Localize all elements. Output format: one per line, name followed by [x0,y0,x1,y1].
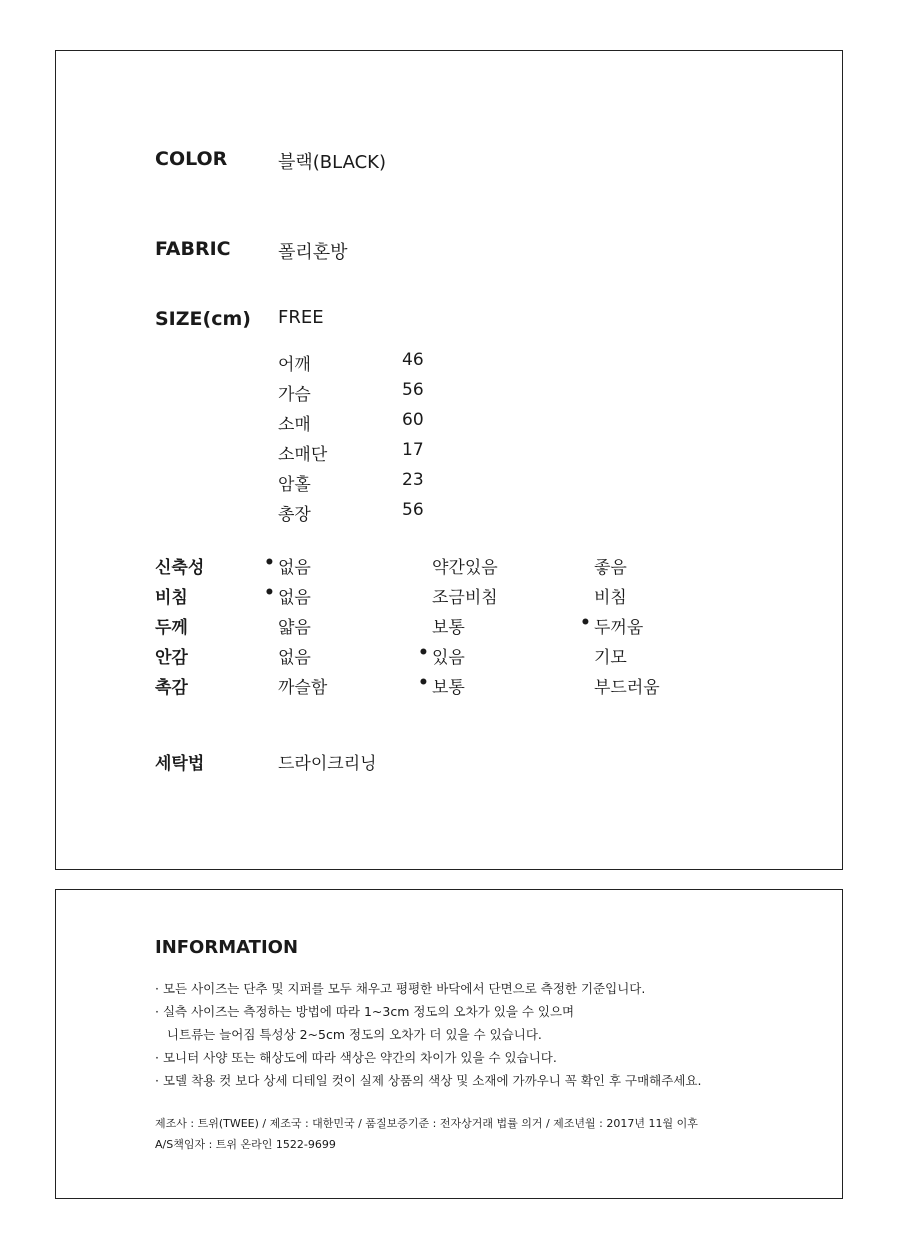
information-panel [55,889,843,1199]
measurement-name: 소매 [278,415,311,435]
attr-label-elasticity: 신축성 [155,558,205,578]
attr-option: 약간있음 [432,558,498,578]
attr-option: 까슬함 [278,678,328,698]
info-bullet: 니트류는 늘어짐 특성상 2~5cm 정도의 오차가 더 있을 수 있습니다. [155,1027,542,1042]
attr-option: 조금비침 [432,588,498,608]
size-label: SIZE(cm) [155,308,251,330]
measurement-name: 어깨 [278,355,311,375]
info-bullet: · 실측 사이즈는 측정하는 방법에 따라 1~3cm 정도의 오차가 있을 수 있으며 [155,1004,575,1019]
attr-option: • 있음 [432,643,465,668]
measurement-name: 총장 [278,505,311,525]
info-bullet: · 모든 사이즈는 단추 및 지퍼를 모두 채우고 평평한 바닥에서 단면으로 측정한 기준입니다. [155,981,646,996]
attr-option: 비침 [594,588,627,608]
color-label: COLOR [155,148,228,170]
measurement-value: 17 [402,440,424,460]
attr-option: 좋음 [594,558,627,578]
size-value: FREE [278,307,324,328]
measurement-value: 56 [402,500,424,520]
attr-option: • 두꺼움 [594,613,643,638]
attr-option: • 보통 [432,673,465,698]
attr-option: 기모 [594,648,627,668]
attr-option: • 없음 [278,583,311,608]
fabric-value: 폴리혼방 [278,242,348,263]
attr-label-thickness: 두께 [155,618,188,638]
color-value: 블랙(BLACK) [278,152,386,173]
attr-label-transparency: 비침 [155,588,188,608]
wash-value: 드라이크리닝 [278,754,377,774]
fabric-label: FABRIC [155,238,231,260]
attr-option: • 없음 [278,553,311,578]
product-spec-panel [55,50,843,870]
attr-label-lining: 안감 [155,648,188,668]
attr-option: 얇음 [278,618,311,638]
measurement-name: 암홀 [278,475,311,495]
attr-option: 없음 [278,648,311,668]
measurement-value: 56 [402,380,424,400]
attr-option: 부드러움 [594,678,660,698]
measurement-value: 60 [402,410,424,430]
info-bullet: · 모니터 사양 또는 해상도에 따라 색상은 약간의 차이가 있을 수 있습니다. [155,1050,557,1065]
attr-label-texture: 촉감 [155,678,188,698]
measurement-value: 46 [402,350,424,370]
measurement-name: 소매단 [278,445,328,465]
wash-label: 세탁법 [155,754,205,774]
info-bullet: · 모델 착용 컷 보다 상세 디테일 컷이 실제 상품의 색상 및 소재에 가까우니 꼭 확인 후 구매해주세요. [155,1073,702,1088]
info-footer-line: 제조사 : 트위(TWEE) / 제조국 : 대한민국 / 품질보증기준 : 전자상거래 법률 의거 / 제조년월 : 2017년 11월 이후 [155,1117,698,1130]
information-title: INFORMATION [155,937,299,958]
info-footer-line: A/S책임자 : 트위 온라인 1522-9699 [155,1138,336,1151]
attr-option: 보통 [432,618,465,638]
measurement-name: 가슴 [278,385,311,405]
measurement-value: 23 [402,470,424,490]
